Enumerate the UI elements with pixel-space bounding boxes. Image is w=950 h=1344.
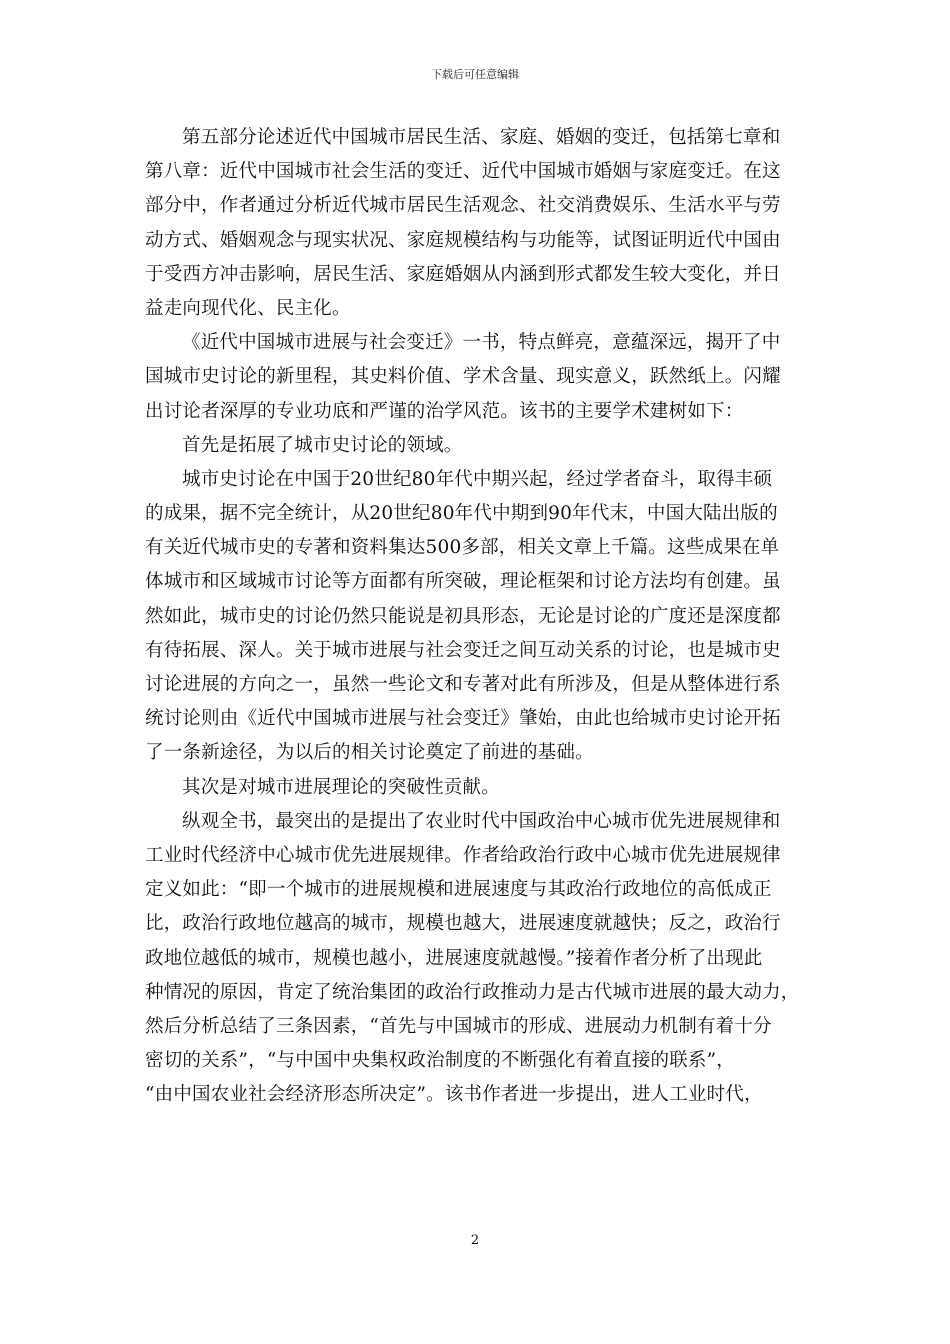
text-line: 第五部分论述近代中国城市居民生活、家庭、婚姻的变迁，包括第七章和 (182, 127, 781, 148)
text-line: 第八章：近代中国城市社会生活的变迁、近代中国城市婚姻与家庭变迁。在这 (145, 161, 781, 183)
text-line: 有关近代城市史的专著和资料集达500多部，相关文章上千篇。这些成果在单 (145, 537, 780, 559)
text-line: 密切的关系”，“与中国中央集权政治制度的不断强化有着直接的联系”， (145, 1050, 735, 1072)
text-line: 比，政治行政地位越高的城市，规模也越大，进展速度就越快；反之，政治行 (145, 913, 781, 935)
text-line: 统讨论则由《近代中国城市进展与社会变迁》肇始，由此也给城市史讨论开拓 (145, 708, 781, 730)
paragraph (145, 326, 825, 429)
text-line: 种情况的原因，肯定了统治集团的政治行政推动力是古代城市进展的最大动力， (145, 981, 800, 1003)
paragraph (145, 429, 825, 463)
text-line: 城市史讨论在中国于20世纪80年代中期兴起，经过学者奋斗，取得丰硕 (182, 468, 773, 490)
text-line: 其次是对城市进展理论的突破性贡献。 (182, 776, 500, 798)
paragraph (145, 771, 825, 805)
text-line: 出讨论者深厚的专业功底和严谨的治学风范。该书的主要学术建树如下： (145, 400, 744, 422)
text-line: 有待拓展、深人。关于城市进展与社会变迁之间互动关系的讨论，也是城市史 (145, 639, 781, 661)
text-line: 了一条新途径，为以后的相关讨论奠定了前进的基础。 (145, 742, 594, 764)
text-line: 国城市史讨论的新里程，其史料价值、学术含量、现实意义，跃然纸上。闪耀 (145, 366, 781, 388)
text-line: 于受西方冲击影响，居民生活、家庭婚姻从内涵到形式都发生较大变化，并日 (145, 263, 781, 285)
text-line: 益走向现代化、民主化。 (145, 297, 351, 319)
text-line: 然后分析总结了三条因素，“首先与中国城市的形成、进展动力机制有着十分 (145, 1015, 772, 1037)
text-line: 定义如此：“即一个城市的进展规模和进展速度与其政治行政地位的高低成正 (145, 879, 772, 901)
text-line: 《近代中国城市进展与社会变迁》一书，特点鲜亮，意蕴深远，揭开了中 (182, 332, 781, 354)
text-line: 体城市和区域城市讨论等方面都有所突破，理论框架和讨论方法均有创建。虽 (145, 571, 781, 593)
document-body (145, 121, 825, 1112)
text-line: “由中国农业社会经济形态所决定”。该书作者进一步提出，进人工业时代， (145, 1084, 763, 1106)
text-line: 的成果，据不完全统计，从20世纪80年代中期到90年代末，中国大陆出版的 (145, 503, 778, 525)
text-line: 部分中，作者通过分析近代城市居民生活观念、社交消费娱乐、生活水平与劳 (145, 195, 781, 217)
text-line: 首先是拓展了城市史讨论的领域。 (182, 434, 463, 456)
text-line: 纵观全书，最突出的是提出了农业时代中国政治中心城市优先进展规律和 (182, 810, 781, 832)
text-line: 讨论进展的方向之一，虽然一些论文和专著对此有所涉及，但是从整体进行系 (145, 674, 781, 695)
paragraph (145, 463, 825, 771)
text-line: 动方式、婚姻观念与现实状况、家庭规模结构与功能等，试图证明近代中国由 (145, 229, 781, 251)
paragraph (145, 805, 825, 1113)
page-number: 2 (470, 1233, 480, 1248)
text-line: 工业时代经济中心城市优先进展规律。作者给政治行政中心城市优先进展规律 (145, 844, 781, 866)
paragraph (145, 121, 825, 326)
text-line: 政地位越低的城市，规模也越小，进展速度就越慢。”接着作者分析了出现此 (145, 947, 763, 969)
page-header: 下载后可任意编辑 (431, 68, 519, 81)
text-line: 然如此，城市史的讨论仍然只能说是初具形态，无论是讨论的广度还是深度都 (145, 605, 781, 627)
